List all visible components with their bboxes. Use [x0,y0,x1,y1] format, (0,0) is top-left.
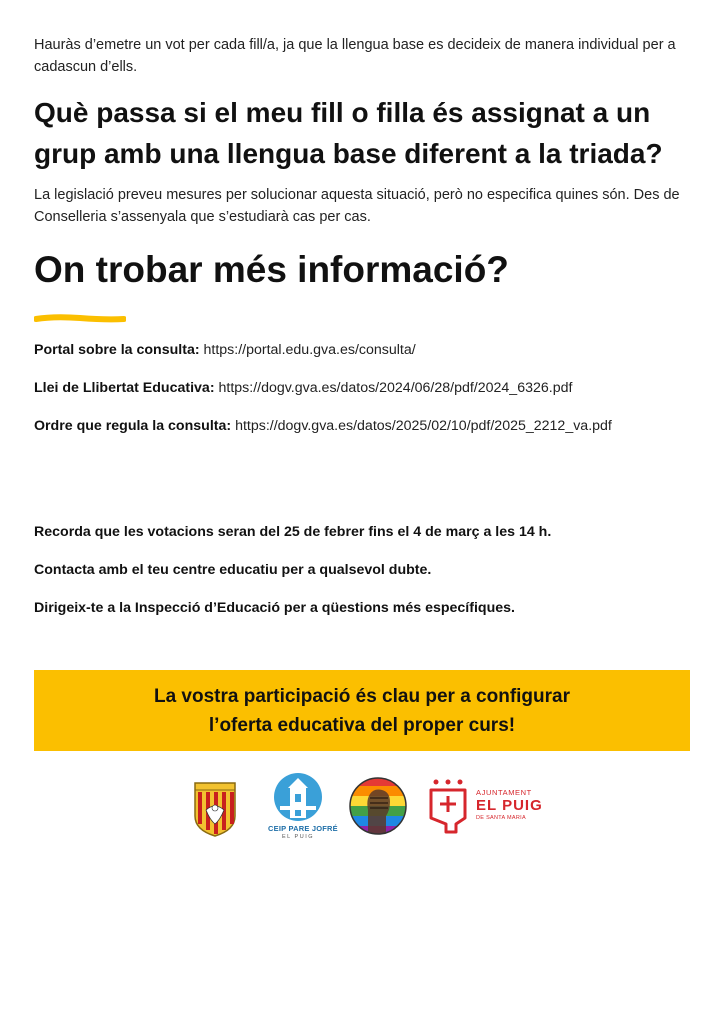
banner-text: La vostra participació és clau per a configurar l’oferta educativa del proper curs! [153,685,571,736]
question-heading: Què passa si el meu fill o filla és assignat a un grup amb una llengua base diferent a la triada? [34,97,663,169]
heading-underline [34,314,126,324]
info-heading: On trobar més informació? [34,249,509,290]
link-url[interactable]: https://dogv.gva.es/datos/2024/06/28/pdf/2024_6326.pdf [218,380,573,396]
link-row-portal [34,340,714,360]
ceip-logo [268,772,338,844]
ajuntament-line1: AJUNTAMENT [476,788,532,797]
note-inspection: Dirigeix-te a la Inspecció d’Educació per a qüestions més específiques. [34,600,515,616]
question-paragraph: La legislació preveu mesures per solucionar aquesta situació, però no especifica quines són. Des de Conselleria s’assenyala que s’estudiarà cas per cas. [34,187,680,225]
tower-logo [268,772,328,822]
link-url[interactable]: https://dogv.gva.es/datos/2025/02/10/pdf/2025_2212_va.pdf [235,418,612,434]
note-contact-school: Contacta amb el teu centre educatiu per a qualsevol dubte. [34,562,432,578]
link-url[interactable]: https://portal.edu.gva.es/consulta/ [203,342,416,358]
link-row-llei [34,378,714,398]
ceip-place: EL PUIG [282,834,314,840]
link-label: Ordre que regula la consulta: [34,418,232,434]
ceip-name: CEIP PARE JOFRÉ [268,824,338,833]
note-voting-dates: Recorda que les votacions seran del 25 de febrer fins el 4 de març a les 14 h. [34,524,552,540]
logos-row [0,770,724,850]
link-label: Portal sobre la consulta: [34,342,200,358]
link-label: Llei de Llibertat Educativa: [34,380,215,396]
raised-fist-logo [348,776,408,836]
ajuntament-line2: EL PUIG [476,797,543,814]
ajuntament-line3: DE SANTA MARIA [476,815,526,821]
intro-text: Hauràs d’emetre un vot per cada fill/a, ja que la llengua base es decideix de manera individual per a cadascun d’ells. [34,37,676,75]
notes-list [34,522,704,636]
link-row-ordre [34,416,714,436]
town-hall-logo [428,778,468,834]
school-shield-logo [192,780,238,838]
cta-banner [34,670,690,751]
info-links [34,340,714,454]
ajuntament-logo [428,778,543,838]
